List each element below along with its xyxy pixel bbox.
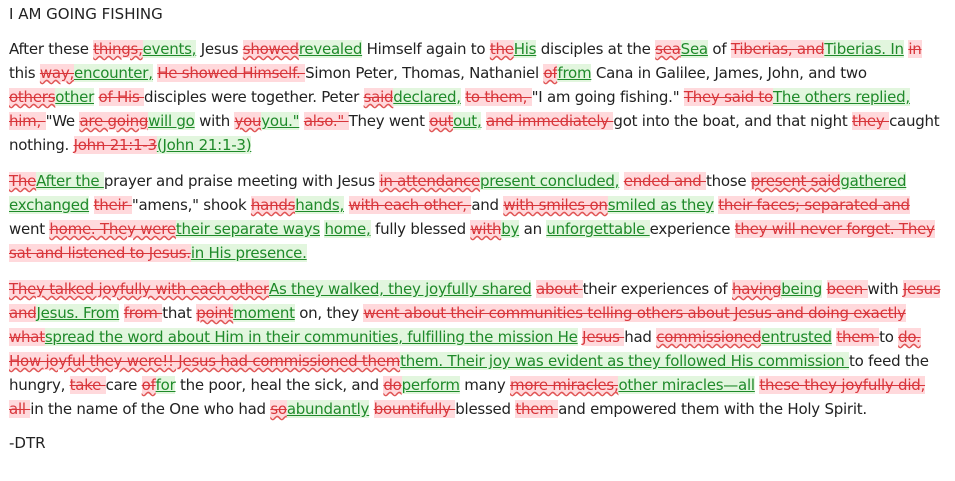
tracked-deletion[interactable]: about [536,280,583,298]
tracked-deletion[interactable]: him, [9,112,46,130]
tracked-insertion[interactable]: you." [261,112,300,130]
tracked-insertion[interactable]: unforgettable [546,220,650,238]
tracked-deletion[interactable] [751,172,840,190]
tracked-deletion[interactable]: John 21:1-3 [73,136,157,154]
tracked-insertion[interactable]: in His presence. [190,244,307,262]
spelling-flag: do. How joyful they were!! Jesus had commissioned them [9,328,921,370]
tracked-deletion[interactable]: of His [98,88,145,106]
tracked-deletion[interactable] [364,88,394,106]
tracked-insertion[interactable]: from [557,64,592,82]
spelling-flag: hands [250,196,296,214]
tracked-deletion[interactable]: also." [303,112,349,130]
tracked-deletion[interactable]: Jesus [582,328,625,346]
tracked-insertion[interactable]: hands, [295,196,345,214]
tracked-deletion[interactable] [543,64,557,82]
tracked-deletion[interactable] [93,40,142,58]
tracked-insertion[interactable]: The others replied, [772,88,910,106]
tracked-insertion[interactable]: revealed [298,40,363,58]
tracked-insertion[interactable]: present concluded, [480,172,620,190]
tracked-deletion[interactable] [732,280,781,298]
tracked-insertion[interactable]: events, [142,40,197,58]
spelling-flag: with [470,220,502,238]
tracked-deletion[interactable] [49,220,175,238]
tracked-deletion[interactable] [142,376,156,394]
spelling-flag: with smiles on [503,196,608,214]
tracked-deletion[interactable]: from [123,304,163,322]
tracked-deletion[interactable]: went about their communities telling others about Jesus and doing exactly what [9,304,906,346]
spelling-flag: of [141,376,156,394]
spelling-flag: of [543,64,558,82]
tracked-insertion[interactable]: them. Their joy was evident as they followed His commission [400,352,850,370]
spelling-flag: things, [93,40,143,58]
tracked-insertion[interactable]: for [155,376,176,394]
tracked-insertion[interactable]: out, [453,112,482,130]
tracked-insertion[interactable]: perform [401,376,460,394]
tracked-insertion[interactable]: their separate ways [175,220,320,238]
spelling-flag: showed [242,40,299,58]
spelling-flag: way, [39,64,74,82]
tracked-deletion[interactable] [196,304,233,322]
tracked-deletion[interactable] [243,40,299,58]
tracked-insertion[interactable]: will go [148,112,195,130]
spelling-flag: out [429,112,454,130]
tracked-deletion[interactable]: to them, [465,88,532,106]
tracked-deletion[interactable]: take [69,376,106,394]
tracked-insertion[interactable]: encounter, [74,64,153,82]
tracked-deletion[interactable]: they [852,112,890,130]
spelling-flag: point [196,304,234,322]
tracked-deletion[interactable]: They said to [683,88,773,106]
tracked-insertion[interactable]: other miracles—all [618,376,755,394]
spelling-flag: sea [655,40,681,58]
tracked-deletion[interactable]: their faces; separated and [718,196,910,214]
tracked-deletion[interactable]: them [515,400,559,418]
tracked-insertion[interactable]: entrusted [761,328,832,346]
spelling-flag: having [731,280,782,298]
tracked-deletion[interactable]: He showed Himself. [157,64,306,82]
tracked-deletion[interactable]: been [826,280,868,298]
tracked-deletion[interactable]: they will never forget. They sat and listened to Jesus. [9,220,935,262]
tracked-deletion[interactable]: these they joyfully did, all [9,376,926,418]
tracked-insertion[interactable]: home, [324,220,371,238]
spelling-flag: They talked joyfully with each other [9,280,269,298]
spelling-flag: do [383,376,402,394]
tracked-insertion[interactable]: Sea [680,40,708,58]
tracked-insertion[interactable]: moment [233,304,295,322]
tracked-deletion[interactable] [251,196,295,214]
tracked-deletion[interactable] [40,64,74,82]
spelling-flag: in attendance [379,172,481,190]
tracked-deletion[interactable]: and immediately [486,112,614,130]
tracked-deletion[interactable] [9,280,269,298]
signature: -DTR [9,434,46,452]
tracked-deletion[interactable]: Jesus and [9,280,941,322]
tracked-deletion[interactable] [79,112,148,130]
spelling-flag: The [9,172,37,190]
spelling-flag: the [489,40,514,58]
tracked-insertion[interactable]: (John 21:1-3) [156,136,252,154]
tracked-insertion[interactable]: Jesus. From [36,304,120,322]
tracked-deletion[interactable]: Tiberias, and [730,40,825,58]
spelling-flag: said [363,88,394,106]
tracked-insertion[interactable]: smiled as they [607,196,714,214]
paragraph-2[interactable]: TheAfter the prayer and praise meeting with Jesus in attendancepresent concluded, ended and those present saidgathered exchanged their "amens," shook handshands, with each other, and with smiles onsmiled as they their faces; separated and went home. They weretheir separate ways home, fully blessed withby an unforgettable experience they will never forget. They sat and listened to Jesus.in His presence. [9,172,935,262]
tracked-deletion[interactable] [470,220,501,238]
tracked-deletion[interactable] [510,376,619,394]
tracked-deletion[interactable]: with each other, [348,196,472,214]
spelling-flag: you [234,112,262,130]
tracked-deletion[interactable] [429,112,453,130]
tracked-deletion[interactable] [234,112,261,130]
spelling-flag: present said [750,172,841,190]
tracked-insertion[interactable]: abundantly [286,400,370,418]
tracked-deletion[interactable]: in [908,40,922,58]
tracked-insertion[interactable]: being [781,280,822,298]
tracked-deletion[interactable] [383,376,401,394]
tracked-deletion[interactable]: bountifully [373,400,456,418]
tracked-insertion[interactable]: As they walked, they joyfully shared [268,280,532,298]
tracked-deletion[interactable] [9,88,55,106]
document-title: I AM GOING FISHING [9,5,163,23]
tracked-deletion[interactable]: ended and [623,172,706,190]
spelling-flag: others [9,88,56,106]
tracked-insertion[interactable]: His [513,40,537,58]
tracked-insertion[interactable]: spread the word about Him in their communities, fulfilling the mission He [44,328,578,346]
tracked-deletion[interactable] [656,328,761,346]
paragraph-3[interactable]: They talked joyfully with each otherAs they walked, they joyfully shared about their experiences of havingbeing been with Jesus andJesus. From from that pointmoment on, they went about their communities telling others about Jesus and doing exactly whatspread the word about Him in their communities, fulfilling the mission He Jesus had commissionedentrusted them to do. How joyful they were!! Jesus had commissioned themthem. Their joy was evident as they followed His commission to feed the hungry, take care offor the poor, heal the sick, and doperform many more miracles,other miracles—all these they joyfully did, all in the name of the One who had soabundantly bountifully blessed them and empowered them with the Holy Spirit. [9,280,941,418]
spelling-flag: so [270,400,287,418]
tracked-deletion[interactable]: their [93,196,132,214]
spelling-flag: more miracles, [509,376,619,394]
tracked-deletion[interactable] [503,196,607,214]
tracked-deletion[interactable] [490,40,514,58]
paragraph-1[interactable]: After these things,events, Jesus showedrevealed Himself again to theHis disciples at the seaSea of Tiberias, andTiberias. In in this way,encounter, He showed Himself. Simon Peter, Thomas, Nathaniel offrom Cana in Galilee, James, John, and two othersother of His disciples were together. Peter saiddeclared, to them, "I am going fishing." They said toThe others replied, him, "We are goingwill go with youyou." also." They went outout, and immediately got into the boat, and that night they caught nothing. John 21:1-3(John 21:1-3) [9,40,940,154]
tracked-deletion[interactable] [379,172,480,190]
tracked-insertion[interactable]: declared, [393,88,461,106]
tracked-insertion[interactable]: other [55,88,94,106]
tracked-insertion[interactable]: After the [36,172,104,190]
tracked-insertion[interactable]: by [501,220,520,238]
tracked-deletion[interactable]: them [836,328,880,346]
spelling-flag: commissioned [656,328,762,346]
tracked-insertion[interactable]: gathered exchanged [9,172,907,214]
tracked-insertion[interactable]: Tiberias. In [824,40,904,58]
tracked-deletion[interactable] [9,172,36,190]
tracked-deletion[interactable] [270,400,287,418]
tracked-deletion[interactable] [655,40,681,58]
spelling-flag: home. They were [49,220,176,238]
spelling-flag: are going [79,112,149,130]
